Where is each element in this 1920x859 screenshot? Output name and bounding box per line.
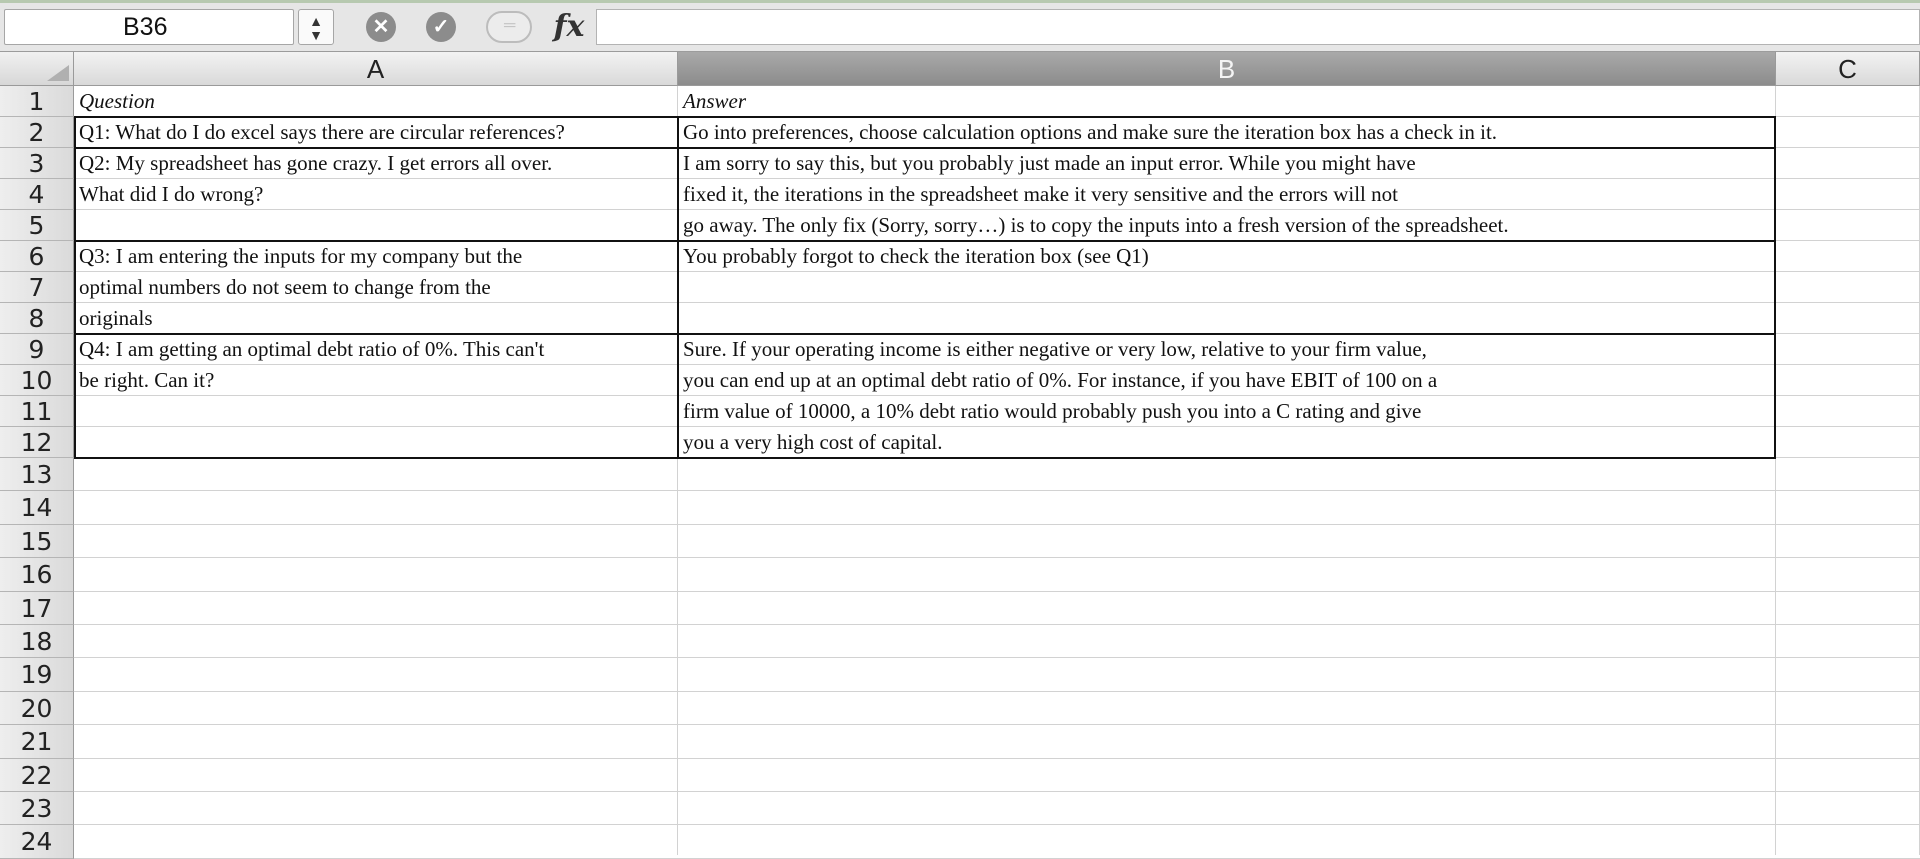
row-header-13[interactable]: 13 — [0, 458, 74, 491]
row-header-24[interactable]: 24 — [0, 825, 74, 858]
column-header-b[interactable]: B — [678, 52, 1776, 86]
row-header-1[interactable]: 1 — [0, 86, 74, 117]
spreadsheet-grid[interactable] — [0, 52, 1920, 855]
gridline-horizontal — [74, 758, 1920, 759]
gridline-horizontal — [74, 524, 1920, 525]
row-header-19[interactable]: 19 — [0, 658, 74, 691]
row-header-2[interactable]: 2 — [0, 117, 74, 148]
cell-b6[interactable]: You probably forgot to check the iteration box (see Q1) — [683, 244, 1149, 268]
cell-b2[interactable]: Go into preferences, choose calculation options and make sure the iteration box has a check in it. — [683, 120, 1498, 144]
column-header-c[interactable]: C — [1776, 52, 1920, 86]
cell-a2[interactable]: Q1: What do I do excel says there are circular references? — [79, 120, 565, 144]
row-header-6[interactable]: 6 — [0, 241, 74, 272]
name-box-stepper-icon[interactable]: ▲ ▼ — [298, 9, 334, 45]
select-all-icon — [47, 65, 69, 81]
row-header-4[interactable]: 4 — [0, 179, 74, 210]
cell-a1[interactable]: Question — [79, 89, 155, 113]
cell-b1[interactable]: Answer — [683, 89, 746, 113]
gridline-horizontal — [74, 791, 1920, 792]
row-header-21[interactable]: 21 — [0, 725, 74, 758]
enter-icon[interactable]: ✓ — [426, 12, 456, 42]
row-header-17[interactable]: 17 — [0, 592, 74, 625]
row-header-15[interactable]: 15 — [0, 525, 74, 558]
gridline-horizontal — [74, 691, 1920, 692]
cell-a7[interactable]: optimal numbers do not seem to change from the — [79, 275, 491, 299]
row-header-14[interactable]: 14 — [0, 491, 74, 524]
cell-b4[interactable]: fixed it, the iterations in the spreadsheet make it very sensitive and the errors will not — [683, 182, 1398, 206]
column-header-a[interactable]: A — [74, 52, 678, 86]
formula-bar — [0, 0, 1920, 52]
gridline-horizontal — [74, 824, 1920, 825]
gridline-horizontal — [74, 557, 1920, 558]
row-header-11[interactable]: 11 — [0, 396, 74, 427]
row-header-16[interactable]: 16 — [0, 558, 74, 591]
row-header-10[interactable]: 10 — [0, 365, 74, 396]
cell-a4[interactable]: What did I do wrong? — [79, 182, 264, 206]
cell-b9[interactable]: Sure. If your operating income is either negative or very low, relative to your firm value, — [683, 337, 1427, 361]
cancel-icon[interactable]: ✕ — [366, 12, 396, 42]
cell-b3[interactable]: I am sorry to say this, but you probably just made an input error. While you might have — [683, 151, 1416, 175]
cell-a3[interactable]: Q2: My spreadsheet has gone crazy. I get errors all over. — [79, 151, 553, 175]
row-header-22[interactable]: 22 — [0, 759, 74, 792]
cell-a6[interactable]: Q3: I am entering the inputs for my company but the — [79, 244, 523, 268]
row-header-9[interactable]: 9 — [0, 334, 74, 365]
formula-input[interactable] — [596, 9, 1920, 45]
gridline-horizontal — [74, 624, 1920, 625]
row-header-8[interactable]: 8 — [0, 303, 74, 334]
row-header-3[interactable]: 3 — [0, 148, 74, 179]
name-box[interactable]: B36 — [4, 9, 294, 45]
cell-b12[interactable]: you a very high cost of capital. — [683, 430, 943, 454]
row-header-18[interactable]: 18 — [0, 625, 74, 658]
gridline-horizontal — [74, 724, 1920, 725]
row-header-7[interactable]: 7 — [0, 272, 74, 303]
cell-b11[interactable]: firm value of 10000, a 10% debt ratio would probably push you into a C rating and give — [683, 399, 1422, 423]
cell-a9[interactable]: Q4: I am getting an optimal debt ratio of 0%. This can't — [79, 337, 545, 361]
cell-b5[interactable]: go away. The only fix (Sorry, sorry…) is to copy the inputs into a fresh version of the spreadsheet. — [683, 213, 1509, 237]
gridline-horizontal — [74, 591, 1920, 592]
row-header-23[interactable]: 23 — [0, 792, 74, 825]
cell-b10[interactable]: you can end up at an optimal debt ratio of 0%. For instance, if you have EBIT of 100 on a — [683, 368, 1438, 392]
cell-a10[interactable]: be right. Can it? — [79, 368, 215, 392]
row-header-20[interactable]: 20 — [0, 692, 74, 725]
equals-toggle-icon[interactable]: ═ — [486, 11, 532, 43]
cell-a8[interactable]: originals — [79, 306, 153, 330]
row-header-5[interactable]: 5 — [0, 210, 74, 241]
select-all-corner[interactable] — [0, 52, 74, 86]
gridline-horizontal — [74, 490, 1920, 491]
row-header-12[interactable]: 12 — [0, 427, 74, 458]
insert-function-button[interactable]: fx — [553, 9, 585, 44]
gridline-horizontal — [74, 657, 1920, 658]
